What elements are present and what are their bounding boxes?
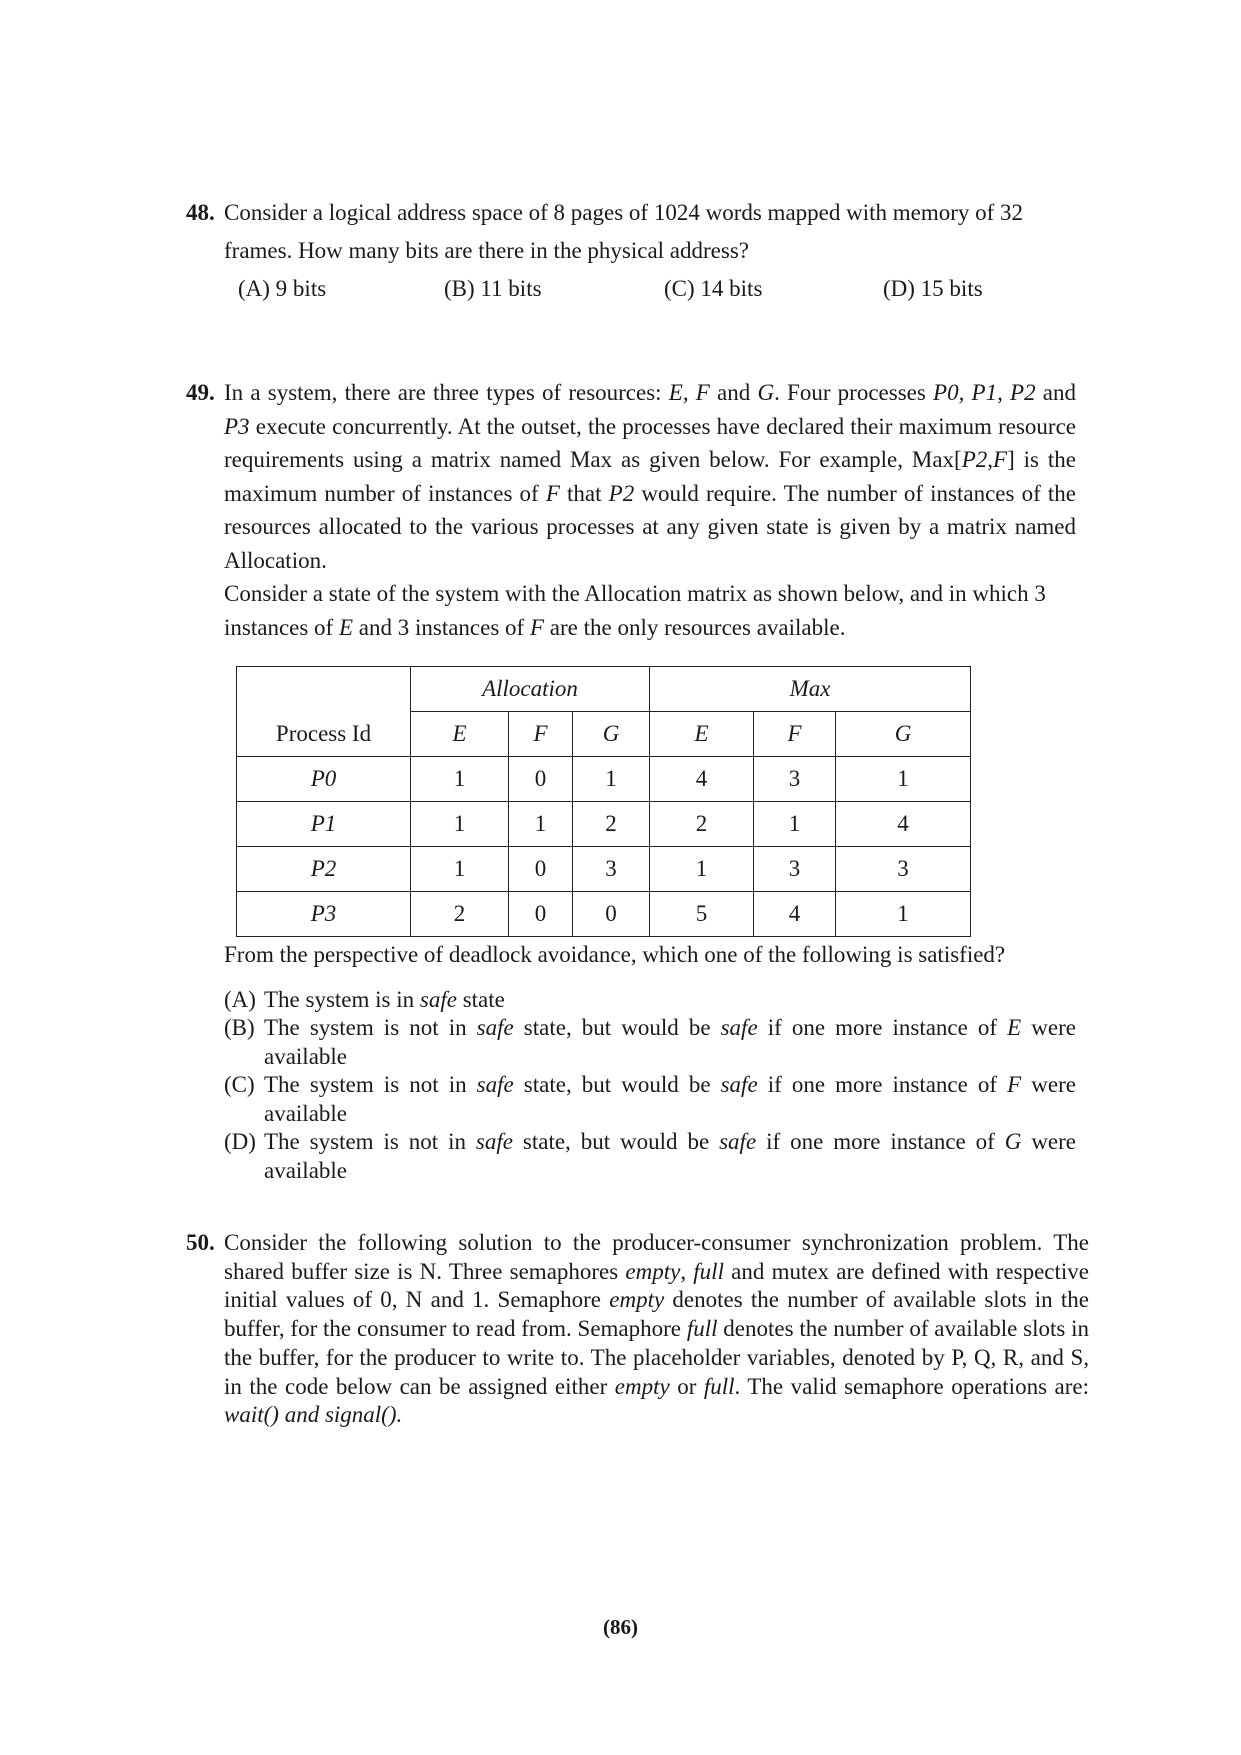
page-number: (86) bbox=[603, 1615, 638, 1639]
cell: 1 bbox=[411, 757, 509, 802]
question-text-line: frames. How many bits are there in the physical address? bbox=[224, 238, 749, 263]
cell: 3 bbox=[754, 757, 836, 802]
process-id: P1 bbox=[237, 802, 411, 847]
column-header: F bbox=[509, 712, 573, 757]
cell: 1 bbox=[411, 847, 509, 892]
option-c: (C) 14 bits bbox=[664, 276, 763, 301]
cell: 2 bbox=[411, 892, 509, 937]
question-number: 49. bbox=[186, 380, 215, 405]
question-49-options bbox=[186, 941, 1076, 1185]
option-a: (A) 9 bits bbox=[238, 276, 327, 301]
table-row bbox=[237, 847, 971, 892]
cell: 4 bbox=[754, 892, 836, 937]
max-header: Max bbox=[650, 667, 971, 712]
question-48 bbox=[186, 194, 1086, 306]
process-id: P3 bbox=[237, 892, 411, 937]
column-header: E bbox=[650, 712, 754, 757]
column-header: G bbox=[573, 712, 650, 757]
question-paragraph: In a system, there are three types of resources: E, F and G. Four processes P0, P1, P2 and P3 execute concurrently. At the outset, the processes have declared their maximum resource requirements using a matrix named Max as given below. For example, Max[P2,F] is the maximum number of instances of F that P2 would require. The number of instances of the resources allocated to the various processes at any given state is given by a matrix named Allocation. bbox=[224, 380, 1077, 573]
option-d: (D) 15 bits bbox=[883, 276, 983, 301]
cell: 0 bbox=[573, 892, 650, 937]
table-row bbox=[237, 802, 971, 847]
cell: 3 bbox=[573, 847, 650, 892]
table-row bbox=[237, 757, 971, 802]
cell: 1 bbox=[650, 847, 754, 892]
cell: 1 bbox=[836, 757, 971, 802]
option-d: (D) The system is not in safe state, but would be safe if one more instance of G were available bbox=[224, 1129, 1077, 1183]
cell: 1 bbox=[573, 757, 650, 802]
cell: 3 bbox=[836, 847, 971, 892]
allocation-max-table bbox=[236, 666, 971, 937]
question-49 bbox=[186, 376, 1076, 644]
column-header: F bbox=[754, 712, 836, 757]
cell: 1 bbox=[754, 802, 836, 847]
process-id: P2 bbox=[237, 847, 411, 892]
answer-options bbox=[238, 270, 1086, 306]
option-c: (C) The system is not in safe state, but would be safe if one more instance of F were available bbox=[224, 1072, 1076, 1126]
table-row bbox=[237, 892, 971, 937]
allocation-header: Allocation bbox=[411, 667, 650, 712]
question-stem: From the perspective of deadlock avoidance, which one of the following is satisfied? bbox=[224, 942, 1006, 967]
option-b: (B) The system is not in safe state, but would be safe if one more instance of E were available bbox=[224, 1015, 1076, 1069]
cell: 1 bbox=[509, 802, 573, 847]
question-paragraph: Consider a state of the system with the Allocation matrix as shown below, and in which 3 instances of E and 3 instances of F are the only resources available. bbox=[224, 581, 1046, 640]
cell: 4 bbox=[650, 757, 754, 802]
column-header: G bbox=[836, 712, 971, 757]
cell: 4 bbox=[836, 802, 971, 847]
option-a: (A) The system is in safe state bbox=[224, 986, 505, 1012]
cell: 0 bbox=[509, 757, 573, 802]
process-id: P0 bbox=[237, 757, 411, 802]
cell: 2 bbox=[573, 802, 650, 847]
question-number: 48. bbox=[186, 200, 215, 225]
cell: 3 bbox=[754, 847, 836, 892]
question-50 bbox=[186, 1229, 1089, 1430]
question-text-line: Consider a logical address space of 8 pages of 1024 words mapped with memory of 32 bbox=[224, 200, 1024, 225]
cell: 1 bbox=[411, 802, 509, 847]
cell: 1 bbox=[836, 892, 971, 937]
column-header: E bbox=[411, 712, 509, 757]
option-b: (B) 11 bits bbox=[444, 276, 542, 301]
process-id-header: Process Id bbox=[237, 667, 411, 757]
cell: 5 bbox=[650, 892, 754, 937]
cell: 0 bbox=[509, 892, 573, 937]
question-paragraph: Consider the following solution to the producer-consumer synchronization problem. The shared buffer size is N. Three semaphores empty, full and mutex are defined with respective initial values of 0, N and 1. Semaphore empty denotes the number of available slots in the buffer, for the consumer to read from. Semaphore full denotes the number of available slots in the buffer, for the producer to write to. The placeholder variables, denoted by P, Q, R, and S, in the code below can be assigned either empty or full. The valid semaphore operations are: wait() and signal(). bbox=[224, 1230, 1090, 1428]
cell: 0 bbox=[509, 847, 573, 892]
cell: 2 bbox=[650, 802, 754, 847]
question-number: 50. bbox=[186, 1230, 215, 1255]
